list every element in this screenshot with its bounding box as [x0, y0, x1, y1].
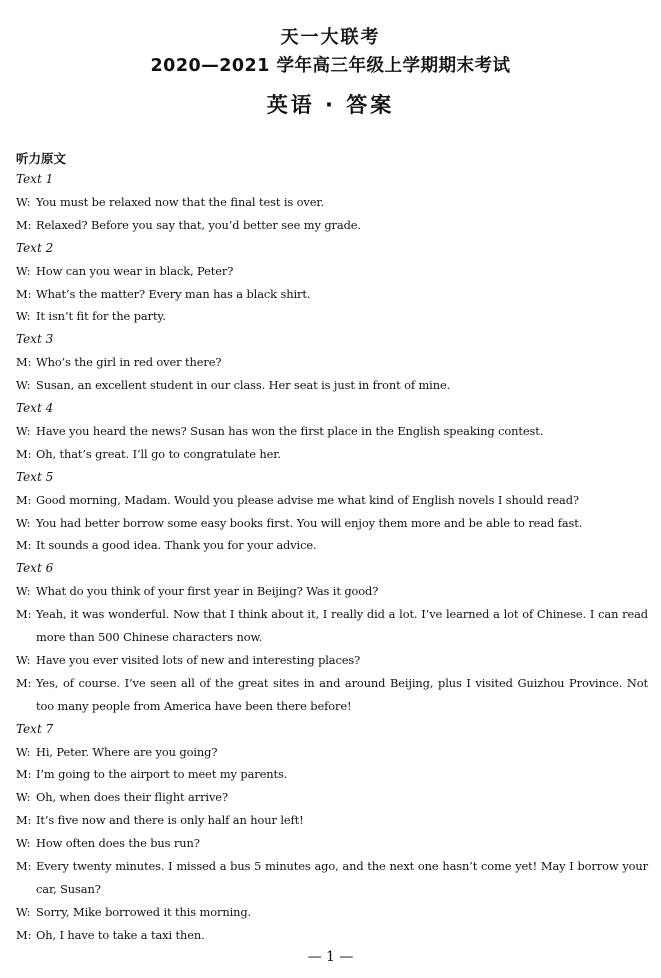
speaker-label: M: — [16, 607, 32, 622]
dialogue-line — [16, 741, 648, 764]
speaker-label: W: — [16, 652, 31, 667]
subject-title: 英语 · 答案 — [266, 93, 395, 117]
dialogue-line — [16, 649, 648, 672]
speaker-label: M: — [16, 446, 32, 461]
utterance-text: Oh, when does their flight arrive? — [36, 790, 228, 805]
utterance-text: Good morning, Madam. Would you please advise me what kind of English novels I should read? — [36, 492, 579, 507]
dialogue-line — [16, 374, 648, 397]
text-label: Text 2 — [16, 240, 54, 255]
dialogue-line — [16, 260, 648, 283]
utterance-text: Who’s the girl in red over there? — [36, 355, 222, 370]
utterance-text: Yes, of course. I’ve seen all of the great sites in and around Beijing, plus I visited Guizhou Province. Not too many people from America have been there before! — [36, 675, 648, 713]
dialogue-line — [16, 901, 648, 924]
utterance-text: Every twenty minutes. I missed a bus 5 minutes ago, and the next one hasn’t come yet! May I borrow your car, Susan? — [36, 859, 648, 896]
utterance-text: Have you ever visited lots of new and interesting places? — [36, 652, 361, 667]
speaker-label: W: — [16, 790, 31, 805]
utterance-text: What do you think of your first year in Beijing? Was it good? — [36, 584, 379, 599]
utterance-text: It’s five now and there is only half an hour left! — [36, 813, 304, 828]
speaker-label: W: — [16, 836, 31, 851]
utterance-text: I’m going to the airport to meet my parents. — [36, 767, 288, 782]
dialogue-line — [16, 305, 648, 328]
dialogue-line — [16, 603, 648, 649]
transcript-content — [16, 149, 648, 947]
utterance-text: Relaxed? Before you say that, you’d better see my grade. — [36, 217, 361, 232]
speaker-label: M: — [16, 286, 32, 301]
speaker-label: W: — [16, 263, 31, 278]
dialogue-line — [16, 786, 648, 809]
utterance-text: How can you wear in black, Peter? — [36, 263, 234, 278]
speaker-label: M: — [16, 355, 32, 370]
speaker-label: W: — [16, 904, 31, 919]
utterance-text: Yeah, it was wonderful. Now that I think about it, I really did a lot. I’ve learned a lot of Chinese. I can read more than 500 Chinese characters now. — [36, 607, 648, 645]
utterance-text: Oh, I have to take a taxi then. — [36, 927, 205, 942]
page-header — [0, 26, 661, 119]
utterance-text: Hi, Peter. Where are you going? — [36, 744, 218, 759]
speaker-label: W: — [16, 309, 31, 324]
dialogue-line — [16, 924, 648, 947]
speaker-label: M: — [16, 675, 32, 690]
utterance-text: Sorry, Mike borrowed it this morning. — [36, 904, 252, 919]
section-title: 听力原文 — [16, 151, 67, 166]
dialogue-line — [16, 443, 648, 466]
utterance-text: Have you heard the news? Susan has won the first place in the English speaking contest. — [36, 423, 544, 438]
utterance-text: You had better borrow some easy books first. You will enjoy them more and be able to read fast. — [36, 515, 583, 530]
page-number: — 1 — — [307, 949, 354, 965]
text-label: Text 1 — [16, 172, 54, 186]
speaker-label: M: — [16, 492, 32, 507]
speaker-label: W: — [16, 584, 31, 599]
speaker-label: M: — [16, 813, 32, 828]
exam-title: 2020—2021 学年高三年级上学期期末考试 — [150, 56, 511, 76]
speaker-label: W: — [16, 744, 31, 759]
utterance-text: It isn’t fit for the party. — [36, 309, 166, 324]
speaker-label: M: — [16, 538, 32, 553]
speaker-label: W: — [16, 378, 31, 393]
speaker-label: M: — [16, 217, 32, 232]
speaker-label: W: — [16, 194, 31, 209]
text-label: Text 6 — [16, 561, 54, 576]
utterance-text: Susan, an excellent student in our class. Her seat is just in front of mine. — [36, 378, 451, 393]
dialogue-line — [16, 855, 648, 901]
dialogue-line — [16, 214, 648, 237]
dialogue-line — [16, 512, 648, 535]
speaker-label: M: — [16, 927, 32, 942]
dialogue-line — [16, 191, 648, 214]
dialogue-line — [16, 672, 648, 718]
organizer-title: 天一大联考 — [280, 27, 381, 48]
utterance-text: What’s the matter? Every man has a black shirt. — [36, 286, 311, 301]
utterance-text: Oh, that’s great. I’ll go to congratulate her. — [36, 446, 281, 461]
utterance-text: How often does the bus run? — [36, 836, 200, 851]
dialogue-line — [16, 534, 648, 557]
transcript-list — [16, 168, 648, 947]
text-label: Text 5 — [16, 469, 54, 484]
text-label: Text 3 — [16, 332, 54, 347]
dialogue-line — [16, 420, 648, 443]
dialogue-line — [16, 763, 648, 786]
utterance-text: You must be relaxed now that the final test is over. — [36, 194, 324, 209]
text-label: Text 4 — [16, 401, 54, 416]
dialogue-line — [16, 580, 648, 603]
dialogue-line — [16, 489, 648, 512]
speaker-label: W: — [16, 423, 31, 438]
speaker-label: M: — [16, 767, 32, 782]
dialogue-line — [16, 809, 648, 832]
utterance-text: It sounds a good idea. Thank you for your advice. — [36, 538, 317, 553]
dialogue-line — [16, 351, 648, 374]
speaker-label: W: — [16, 515, 31, 530]
dialogue-line — [16, 832, 648, 855]
text-label: Text 7 — [16, 721, 54, 736]
speaker-label: M: — [16, 859, 32, 874]
dialogue-line — [16, 283, 648, 306]
